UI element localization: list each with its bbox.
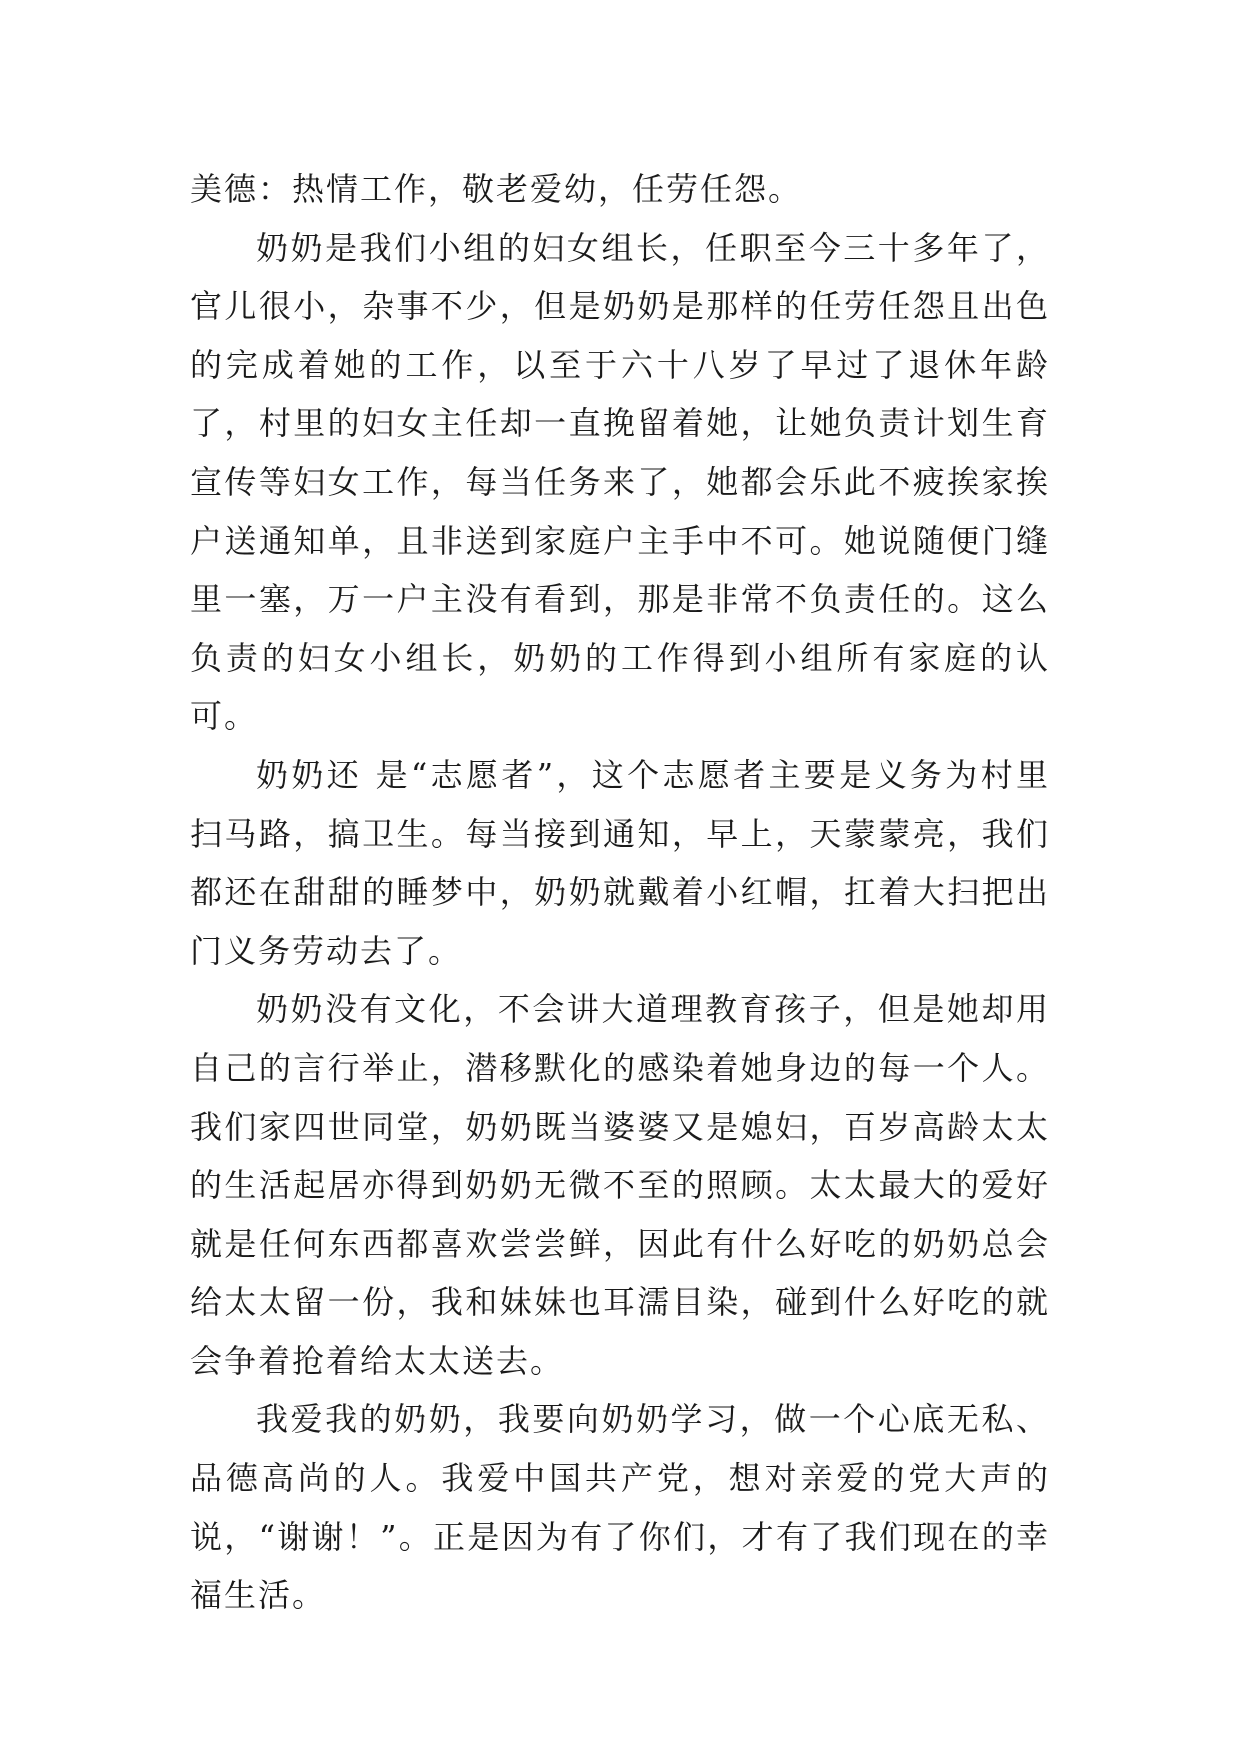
paragraph-virtues: 美德：热情工作，敬老爱幼，任劳任怨。 — [190, 170, 803, 208]
paragraph-conclusion: 我爱我的奶奶，我要向奶奶学习，做一个心底无私、品德高尚的人。我爱中国共产党，想对亲爱的党大声的说，“谢谢！”。正是因为有了你们，才有了我们现在的幸福生活。 — [190, 1400, 1050, 1615]
paragraph-volunteer: 奶奶还 是“志愿者”，这个志愿者主要是义务为村里扫马路，搞卫生。每当接到通知，早上，天蒙蒙亮，我们都还在甜甜的睡梦中，奶奶就戴着小红帽，扛着大扫把出门义务劳动去了。 — [190, 755, 1050, 970]
paragraph-family-care: 奶奶没有文化，不会讲大道理教育孩子，但是她却用自己的言行举止，潜移默化的感染着她身边的每一个人。我们家四世同堂，奶奶既当婆婆又是媳妇，百岁高龄太太的生活起居亦得到奶奶无微不至的照顾。太太最大的爱好就是任何东西都喜欢尝尝鲜，因此有什么好吃的奶奶总会给太太留一份，我和妹妹也耳濡目染，碰到什么好吃的就会争着抢着给太太送去。 — [190, 990, 1050, 1380]
document-body — [190, 160, 1050, 1625]
paragraph-women-group-leader: 奶奶是我们小组的妇女组长，任职至今三十多年了，官儿很小，杂事不少，但是奶奶是那样的任劳任怨且出色的完成着她的工作，以至于六十八岁了早过了退休年龄了，村里的妇女主任却一直挽留着她，让她负责计划生育宣传等妇女工作，每当任务来了，她都会乐此不疲挨家挨户送通知单，且非送到家庭户主手中不可。她说随便门缝里一塞，万一户主没有看到，那是非常不负责任的。这么负责的妇女小组长，奶奶的工作得到小组所有家庭的认可。 — [190, 228, 1050, 736]
